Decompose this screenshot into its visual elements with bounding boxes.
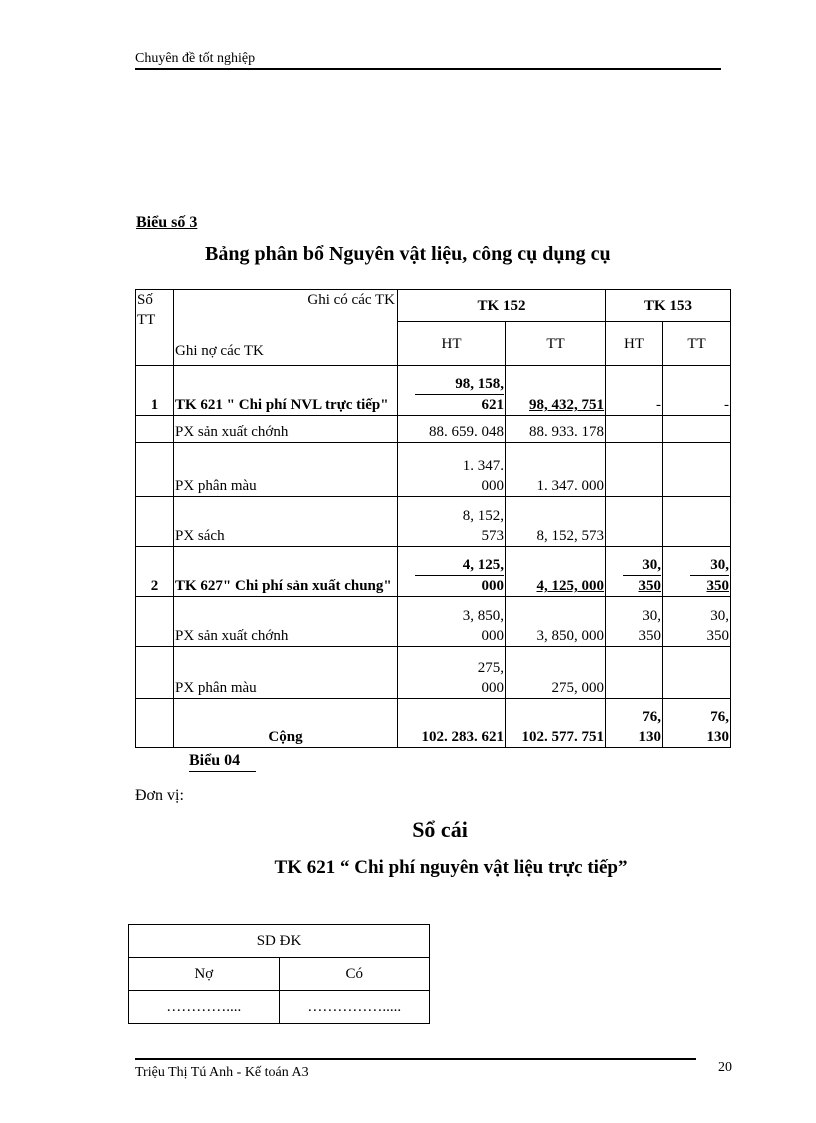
tk153-ht-header: HT	[606, 322, 663, 366]
tk152-ht-header: HT	[398, 322, 506, 366]
row-name: TK 621 " Chi phí NVL trực tiếp"	[174, 366, 398, 416]
total-ht152: 102. 283. 621	[398, 699, 506, 748]
table-row	[136, 597, 731, 647]
total-tt152: 102. 577. 751	[506, 699, 606, 748]
table-row	[136, 366, 731, 416]
row-name: PX phân màu	[174, 647, 398, 699]
total-ht153: 76, 130	[606, 699, 663, 748]
table-row	[136, 647, 731, 699]
row-name: PX sách	[174, 497, 398, 547]
table2-label: Biểu 04	[189, 752, 241, 769]
ghi-co-label: Ghi có các TK	[307, 292, 395, 308]
row-tt152: 98, 432, 751	[506, 366, 606, 416]
row-name: TK 627" Chi phí sản xuất chung"	[174, 547, 398, 597]
footer-author: Triệu Thị Tú Anh - Kế toán A3	[135, 1065, 309, 1080]
row-tt152: 8, 152, 573	[506, 497, 606, 547]
allocation-table	[135, 289, 731, 748]
header-rule	[135, 68, 721, 70]
co-value: …………….....	[279, 991, 430, 1024]
row-ht153: -	[606, 366, 663, 416]
tk152-header: TK 152	[398, 290, 606, 322]
page-number: 20	[718, 1060, 732, 1075]
table-row	[136, 443, 731, 497]
opening-balance-table	[128, 924, 430, 1024]
table-row	[136, 497, 731, 547]
total-row	[136, 699, 731, 748]
row-ht152: 1. 347. 000	[398, 443, 506, 497]
table2-label-rule	[189, 771, 256, 772]
table-row	[136, 547, 731, 597]
table1-label: Biểu số 3	[136, 214, 198, 231]
row-name: PX sản xuất chớnh	[174, 597, 398, 647]
row-tt153: 30, 350	[663, 547, 731, 597]
no-header: Nợ	[129, 958, 280, 991]
so-tt-header: Số TT	[136, 290, 174, 366]
ledger-title: Sổ cái	[412, 817, 468, 842]
no-value: …………....	[129, 991, 280, 1024]
ghi-header	[174, 290, 398, 366]
row-name: PX phân màu	[174, 443, 398, 497]
row-tt152: 88. 933. 178	[506, 416, 606, 443]
table1-title: Bảng phân bổ Nguyên vật liệu, công cụ dụng cụ	[205, 243, 611, 265]
row-ht152: 98, 158, 621	[398, 366, 506, 416]
total-tt153: 76, 130	[663, 699, 731, 748]
row-ht152: 4, 125, 000	[398, 547, 506, 597]
row-tt152: 275, 000	[506, 647, 606, 699]
row-ht152: 88. 659. 048	[398, 416, 506, 443]
tk153-tt-header: TT	[663, 322, 731, 366]
row-ht152: 275, 000	[398, 647, 506, 699]
tk153-header: TK 153	[606, 290, 731, 322]
ghi-no-label: Ghi nợ các TK	[175, 343, 264, 359]
don-vi-label: Đơn vị:	[135, 787, 184, 804]
ledger-subtitle: TK 621 “ Chi phí nguyên vật liệu trực tiếp”	[274, 857, 628, 878]
row-tt152: 1. 347. 000	[506, 443, 606, 497]
row-name: PX sản xuất chớnh	[174, 416, 398, 443]
co-header: Có	[279, 958, 430, 991]
table-row	[136, 416, 731, 443]
total-label: Cộng	[174, 699, 398, 748]
row-ht153: 30, 350	[606, 597, 663, 647]
footer-rule	[135, 1058, 696, 1060]
header-title: Chuyên đề tốt nghiệp	[135, 51, 256, 66]
row-ht152: 8, 152, 573	[398, 497, 506, 547]
row-ht153: 30, 350	[606, 547, 663, 597]
row-stt: 2	[136, 547, 174, 597]
row-tt152: 4, 125, 000	[506, 547, 606, 597]
row-ht152: 3, 850, 000	[398, 597, 506, 647]
row-stt: 1	[136, 366, 174, 416]
row-tt152: 3, 850, 000	[506, 597, 606, 647]
row-tt153: -	[663, 366, 731, 416]
tk152-tt-header: TT	[506, 322, 606, 366]
sd-dk-header: SD ĐK	[129, 925, 430, 958]
row-tt153: 30, 350	[663, 597, 731, 647]
